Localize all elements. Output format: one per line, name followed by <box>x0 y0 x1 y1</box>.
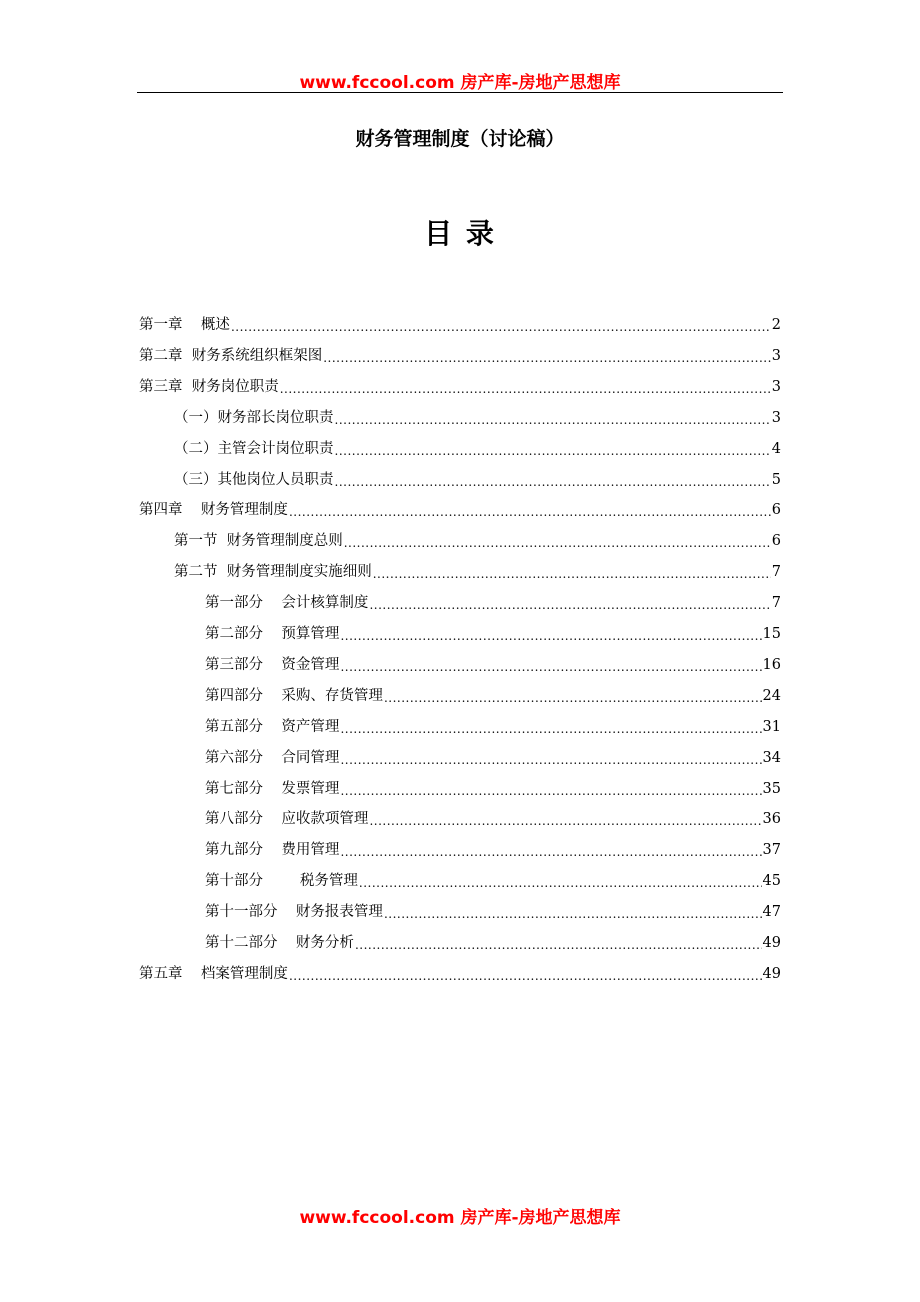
toc-entry-label: 第五章 档案管理制度 <box>139 966 288 982</box>
toc-leader-dots <box>373 566 771 582</box>
toc-entry[interactable] <box>205 777 781 799</box>
toc-entry[interactable] <box>174 406 781 428</box>
header-site-banner: www.fccool.com 房产库-房地产思想库 <box>299 73 621 93</box>
toc-entry-page: 4 <box>771 441 781 457</box>
toc-leader-dots <box>355 937 762 953</box>
toc-entry[interactable] <box>205 591 781 613</box>
toc-entry-label: 第二部分 预算管理 <box>205 626 340 642</box>
toc-entry[interactable] <box>205 684 781 706</box>
toc-leader-dots <box>369 597 770 613</box>
toc-leader-dots <box>340 783 761 799</box>
document-title: 财务管理制度（讨论稿） <box>355 128 565 150</box>
toc-leader-dots <box>340 721 761 737</box>
toc-leader-dots <box>335 443 771 459</box>
toc-entry[interactable] <box>139 344 781 366</box>
toc-leader-dots <box>344 535 771 551</box>
toc-leader-dots <box>335 474 771 490</box>
toc-entry[interactable] <box>174 437 781 459</box>
toc-leader-dots <box>231 319 771 335</box>
toc-entry-label: （二）主管会计岗位职责 <box>174 441 334 457</box>
toc-entry[interactable] <box>139 375 781 397</box>
toc-entry[interactable] <box>205 869 781 891</box>
toc-leader-dots <box>289 968 762 984</box>
toc-entry-label: （三）其他岗位人员职责 <box>174 472 334 488</box>
toc-leader-dots <box>289 504 771 520</box>
toc-entry-label: 第十部分 税务管理 <box>205 873 358 889</box>
toc-entry-page: 3 <box>771 379 781 395</box>
toc-entry-label: 第八部分 应收款项管理 <box>205 811 369 827</box>
toc-leader-dots <box>340 844 761 860</box>
toc-entry[interactable] <box>174 560 781 582</box>
toc-entry-page: 24 <box>762 688 781 704</box>
toc-entry[interactable] <box>205 715 781 737</box>
toc-entry-page: 6 <box>771 533 781 549</box>
toc-entry-label: 第一部分 会计核算制度 <box>205 595 369 611</box>
toc-entry[interactable] <box>205 746 781 768</box>
toc-heading: 目 录 <box>424 217 496 250</box>
toc-entry[interactable] <box>174 529 781 551</box>
toc-entry-page: 35 <box>762 781 781 797</box>
toc-entry[interactable] <box>174 468 781 490</box>
header-divider <box>137 92 783 93</box>
toc-leader-dots <box>335 412 771 428</box>
toc-entry-page: 37 <box>762 842 781 858</box>
toc-entry[interactable] <box>205 653 781 675</box>
toc-entry-page: 2 <box>771 317 781 333</box>
toc-leader-dots <box>340 628 761 644</box>
toc-entry[interactable] <box>139 498 781 520</box>
toc-entry-page: 15 <box>762 626 781 642</box>
toc-entry-page: 36 <box>762 811 781 827</box>
toc-entry-label: 第四部分 采购、存货管理 <box>205 688 383 704</box>
toc-entry[interactable] <box>205 931 781 953</box>
toc-entry[interactable] <box>139 962 781 984</box>
toc-entry[interactable] <box>205 622 781 644</box>
toc-entry[interactable] <box>205 900 781 922</box>
toc-entry-label: 第一章 概述 <box>139 317 230 333</box>
toc-entry-label: 第十一部分 财务报表管理 <box>205 904 383 920</box>
toc-entry-page: 16 <box>762 657 781 673</box>
toc-leader-dots <box>384 690 762 706</box>
toc-entry-page: 34 <box>762 750 781 766</box>
toc-entry-page: 49 <box>762 966 781 982</box>
toc-entry-page: 49 <box>762 935 781 951</box>
toc-entry-label: 第一节 财务管理制度总则 <box>174 533 343 549</box>
toc-leader-dots <box>340 659 761 675</box>
toc-leader-dots <box>359 875 762 891</box>
toc-entry-page: 3 <box>771 348 781 364</box>
toc-entry-label: 第三章 财务岗位职责 <box>139 379 279 395</box>
toc-leader-dots <box>280 381 771 397</box>
toc-entry-page: 7 <box>771 595 781 611</box>
toc-entry[interactable] <box>139 313 781 335</box>
toc-entry-label: 第三部分 资金管理 <box>205 657 340 673</box>
toc-entry-label: 第四章 财务管理制度 <box>139 502 288 518</box>
toc-entry-label: 第二节 财务管理制度实施细则 <box>174 564 372 580</box>
toc-entry-label: 第十二部分 财务分析 <box>205 935 354 951</box>
toc-entry[interactable] <box>205 838 781 860</box>
toc-entry-label: 第六部分 合同管理 <box>205 750 340 766</box>
footer-site-banner: www.fccool.com 房产库-房地产思想库 <box>299 1208 621 1228</box>
toc-entry-label: 第五部分 资产管理 <box>205 719 340 735</box>
toc-entry-page: 47 <box>762 904 781 920</box>
toc-entry-page: 5 <box>771 472 781 488</box>
toc-entry-page: 45 <box>762 873 781 889</box>
toc-entry-label: （一）财务部长岗位职责 <box>174 410 334 426</box>
toc-entry[interactable] <box>205 807 781 829</box>
toc-leader-dots <box>340 752 761 768</box>
toc-entry-page: 7 <box>771 564 781 580</box>
toc-entry-label: 第二章 财务系统组织框架图 <box>139 348 323 364</box>
toc-entry-page: 6 <box>771 502 781 518</box>
toc-leader-dots <box>369 813 761 829</box>
toc-entry-label: 第七部分 发票管理 <box>205 781 340 797</box>
toc-entry-page: 3 <box>771 410 781 426</box>
toc-leader-dots <box>323 350 771 366</box>
toc-entry-label: 第九部分 费用管理 <box>205 842 340 858</box>
toc-entry-page: 31 <box>762 719 781 735</box>
toc-leader-dots <box>384 906 762 922</box>
